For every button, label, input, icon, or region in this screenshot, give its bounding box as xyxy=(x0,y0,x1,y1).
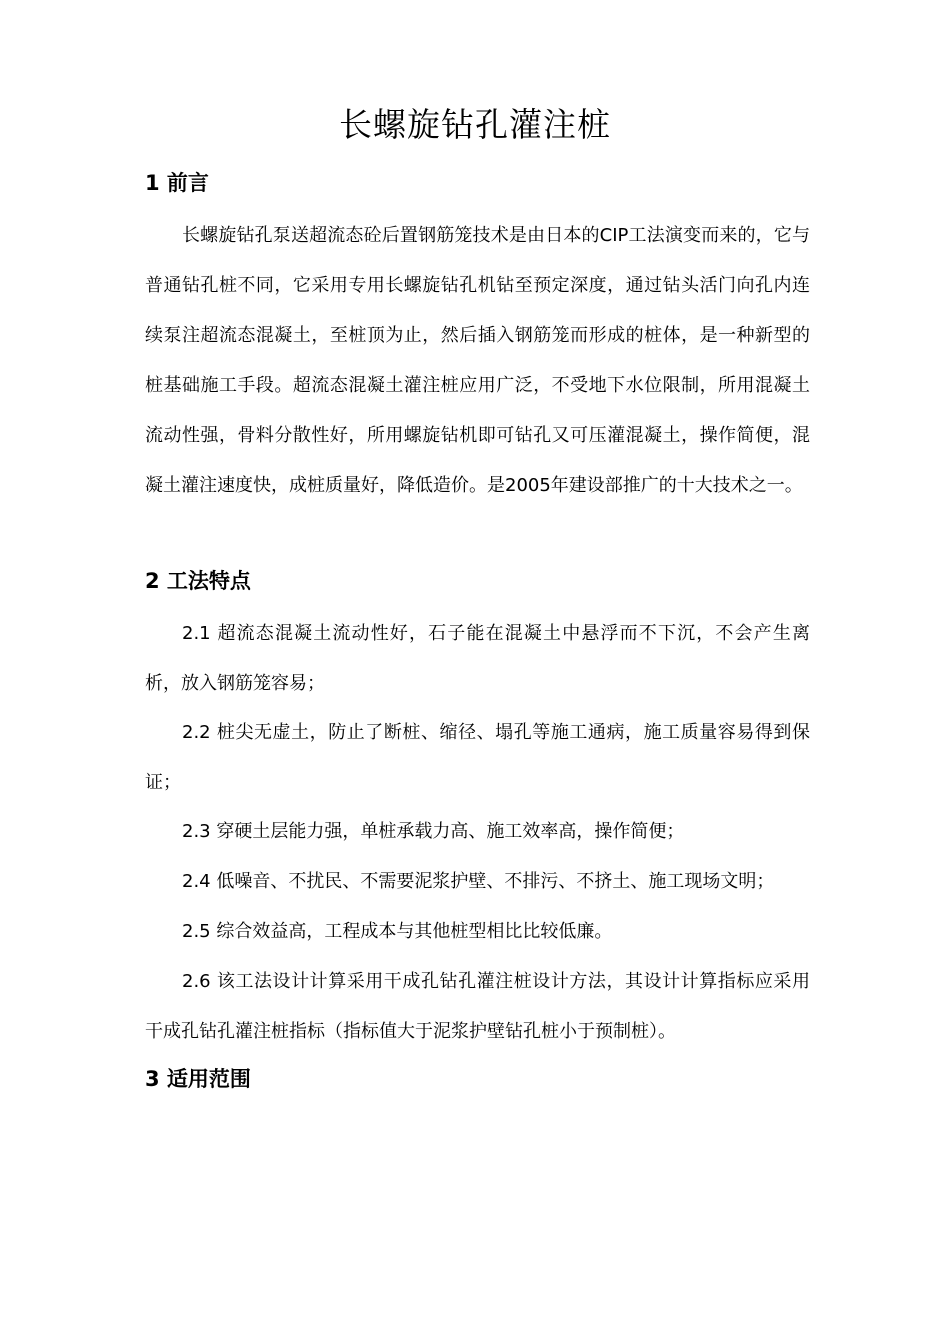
paragraph-2-2: 2.2 桩尖无虚土，防止了断桩、缩径、塌孔等施工通病，施工质量容易得到保证； xyxy=(145,722,810,793)
paragraph-2-1: 2.1 超流态混凝土流动性好，石子能在混凝土中悬浮而不下沉，不会产生离析，放入钢筋笼容易； xyxy=(145,623,810,694)
paragraph-2-6: 2.6 该工法设计计算采用干成孔钻孔灌注桩设计方法，其设计计算指标应采用干成孔钻孔灌注桩指标（指标值大于泥浆护壁钻孔桩小于预制桩）。 xyxy=(145,971,810,1042)
paragraph-2-4: 2.4 低噪音、不扰民、不需要泥浆护壁、不排污、不挤土、施工现场文明； xyxy=(182,871,775,892)
paragraph-2-5: 2.5 综合效益高，工程成本与其他桩型相比比较低廉。 xyxy=(182,921,613,942)
paragraph-intro: 长螺旋钻孔泵送超流态砼后置钢筋笼技术是由日本的CIP工法演变而来的，它与普通钻孔桩不同，它采用专用长螺旋钻孔机钻至预定深度，通过钻头活门向孔内连续泵注超流态混凝土，至桩顶为止，然后插入钢筋笼而形成的桩体，是一种新型的桩基础施工手段。超流态混凝土灌注桩应用广泛，不受地下水位限制，所用混凝土流动性强，骨料分散性好，所用螺旋钻机即可钻孔又可压灌混凝土，操作简便，混凝土灌注速度快，成桩质量好，降低造价。是2005年建设部推广的十大技术之一。 xyxy=(145,225,810,496)
section-heading-3: 3 适用范围 xyxy=(145,1067,251,1091)
section-heading-2: 2 工法特点 xyxy=(145,569,251,593)
section-heading-1: 1 前言 xyxy=(145,171,209,195)
paragraph-2-3: 2.3 穿硬土层能力强，单桩承载力高、施工效率高，操作简便； xyxy=(182,821,685,842)
document-title: 长螺旋钻孔灌注桩 xyxy=(339,105,611,144)
